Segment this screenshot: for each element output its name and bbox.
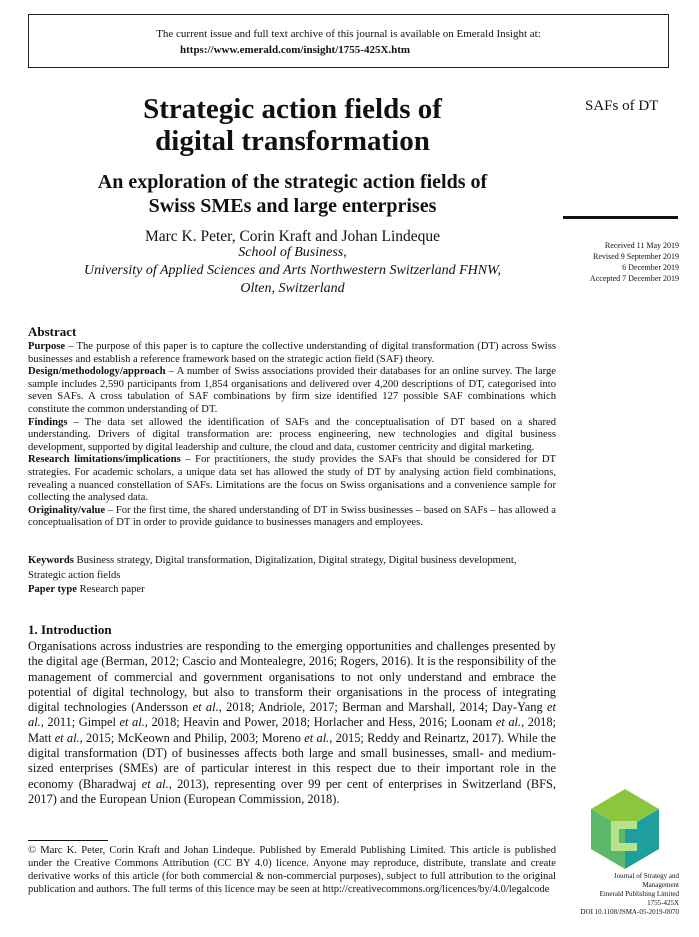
access-notice-text: The current issue and full text archive of this journal is available on Emerald Insight at: — [156, 28, 541, 40]
keywords-label: Keywords — [28, 555, 74, 566]
intro-text: , 2018; Andriole, 2017; Berman and Marshall, 2014; Day-Yang — [218, 700, 548, 715]
journal-name: Journal of Strategy and — [613, 872, 679, 880]
paper-type-text: Research paper — [76, 584, 145, 595]
limitations-label: Research limitations/implications — [28, 454, 181, 466]
et-al: et al. — [54, 730, 80, 745]
running-head: SAFs of DT — [585, 98, 659, 114]
purpose-label: Purpose — [28, 341, 66, 352]
keywords-text: Business strategy, Digital transformation, Digitalization, Digital strategy, Digital business development, Strategic action fields — [28, 555, 517, 581]
et-al: et al. — [119, 715, 145, 730]
intro-text: , 2011; Gimpel — [40, 715, 120, 730]
access-notice-box — [28, 14, 669, 68]
author-list: Marc K. Peter, Corin Kraft and Johan Lindeque — [144, 228, 441, 245]
date-accepted: Accepted 7 December 2019 — [589, 274, 679, 283]
affiliation-location: Olten, Switzerland — [240, 281, 345, 296]
subtitle-line-2: Swiss SMEs and large enterprises — [148, 195, 437, 217]
purpose-text: – The purpose of this paper is to capture the collective understanding of digital transformation (DT) across Swiss businesses and establish a reference framework based on the strategic action field (SAF) theory. — [28, 341, 556, 365]
introduction-paragraph — [28, 639, 556, 807]
intro-text: , 2015; McKeown and Philip, 2003; Moreno — [79, 730, 305, 745]
abstract-design — [28, 366, 556, 416]
findings-text: – The data set allowed the identification of SAFs and the conceptualisation of DT based on a shared understanding. Drivers of digital transformation are: process engineering, new technologies and digital business development, supported by digital leadership and culture, the cloud and data, customer centricity and digital marketing. — [28, 416, 556, 453]
date-received: Received 11 May 2019 — [604, 241, 679, 250]
et-al: et al. — [28, 700, 556, 730]
journal-name-2: Management — [642, 881, 679, 889]
paper-type — [28, 584, 145, 595]
originality-text: – For the first time, the shared understanding of DT in Swiss businesses – based on SAFs – has allowed a conceptualisation of DT in order to provide guidance to businesses managers and employees. — [28, 504, 556, 529]
title-line-1: Strategic action fields of — [143, 93, 442, 125]
et-al: et al. — [192, 700, 219, 715]
abstract-body — [28, 341, 556, 530]
side-rule-divider — [563, 216, 678, 219]
affiliation-university: University of Applied Sciences and Arts Northwestern Switzerland FHNW, — [84, 263, 501, 278]
date-revised: Revised 9 September 2019 — [593, 252, 679, 261]
article-title — [40, 93, 545, 157]
abstract-originality — [28, 505, 556, 530]
intro-text: , 2018; Matt — [28, 715, 556, 745]
journal-url-link[interactable]: https://www.emerald.com/insight/1755-425X.htm — [180, 44, 411, 56]
design-text: – A number of Swiss associations provided their databases for an online survey. The large sample includes 2,590 participants from 1,854 organisations and delivered over 4,200 descriptions of DT, categorised into seven SAFs. A cross tabulation of SAF combinations by firm size identified 127 possible SAF combinations which constitute the common understanding of DT. — [28, 366, 556, 415]
emerald-logo-icon — [589, 787, 661, 871]
limitations-text: – For practitioners, the study provides the SAFs that should be considered for DT strategies. For academic scholars, a unique data set has allowed the study of DT by analysing action field combinations, revealing a nuanced constellation of SAFs. Limitations are the focus on Swiss organisations and a convenience sample for collecting the analysed data. — [28, 454, 556, 504]
intro-text: , 2013), representing over 99 per cent of enterprises in Switzerland (BFS, 2017) and the European Union (European Commission, 2018). — [28, 776, 556, 806]
originality-label: Originality/value — [28, 504, 106, 516]
journal-doi: DOI 10.1108/JSMA-05-2019-0070 — [580, 908, 679, 916]
footnote-rule — [28, 840, 108, 841]
license-footnote: © Marc K. Peter, Corin Kraft and Johan Lindeque. Published by Emerald Publishing Limited. This article is published under the Creative Commons Attribution (CC BY 4.0) licence. Anyone may reproduce, distribute, translate and create derivative works of this article (for both commercial & non-commercial purposes), subject to full attribution to the original publication and authors. The full terms of this licence may be seen at http://creativecommons.org/licences/by/4.0/legalcode — [28, 845, 556, 895]
design-label: Design/methodology/approach — [28, 366, 166, 378]
intro-text: Organisations across industries are responding to the emerging opportunities and challenges presented by the digital age (Berman, 2012; Cascio and Montealegre, 2016; Rogers, 2016). It is the responsibility of the management of commercial and government organisations to not only understand and embrace the potential of digital technology, but also to transform their organisations in the process of integrating digital technologies (Andersson — [28, 639, 556, 715]
abstract-limitations — [28, 454, 556, 504]
article-subtitle — [20, 170, 565, 218]
title-line-2: digital transformation — [155, 125, 430, 157]
intro-text: , 2018; Heavin and Power, 2018; Horlacher and Hess, 2016; Loonam — [144, 715, 496, 730]
section-heading-introduction: 1. Introduction — [28, 622, 112, 637]
journal-publisher: Emerald Publishing Limited — [599, 890, 679, 898]
keywords — [28, 553, 556, 583]
abstract-findings — [28, 417, 556, 455]
et-al: et al. — [141, 776, 169, 791]
subtitle-line-1: An exploration of the strategic action fields of — [97, 171, 488, 193]
journal-issn: 1755-425X — [647, 899, 679, 907]
et-al: et al. — [304, 730, 330, 745]
date-revised-2: 6 December 2019 — [622, 263, 679, 272]
paper-type-label: Paper type — [28, 584, 77, 595]
affiliation-school: School of Business, — [238, 245, 347, 260]
abstract-heading: Abstract — [28, 324, 77, 339]
et-al: et al. — [495, 715, 522, 730]
intro-text: , 2015; Reddy and Reinartz, 2017). While the digital transformation (DT) of businesses affects both large and small businesses, small- and medium-sized enterprises (SMEs) are of particular interest in this respect due to their important role in the economy (Bharadwaj — [28, 730, 557, 791]
findings-label: Findings — [28, 416, 68, 428]
abstract-purpose — [28, 341, 556, 366]
